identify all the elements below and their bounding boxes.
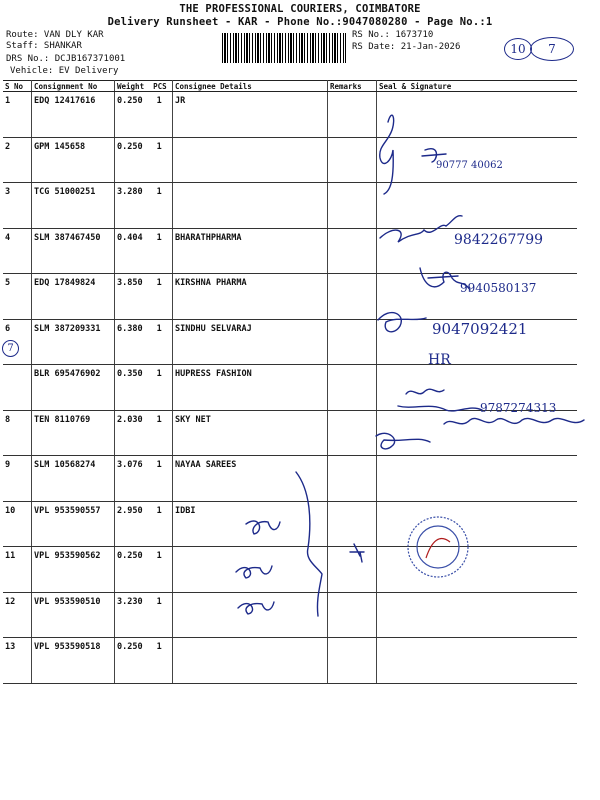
row-weight-pcs — [115, 319, 173, 365]
row-consignment-no: SLM 387209331 — [32, 319, 115, 365]
row-consignee — [173, 183, 328, 229]
col-remarks: Remarks — [328, 81, 377, 92]
row-weight: 0.250 — [117, 551, 143, 561]
row-consignment-no: BLR 695476902 — [32, 365, 115, 411]
row-sno: 6 — [3, 319, 32, 365]
row-weight-pcs — [115, 228, 173, 274]
row-weight: 2.030 — [117, 414, 143, 425]
row-remarks — [328, 228, 377, 274]
row-sno: 9 — [3, 456, 32, 502]
handwritten-circled-number: 10 — [504, 38, 532, 60]
row-remarks — [328, 319, 377, 365]
row-sno: 3 — [3, 183, 32, 229]
row-consignment-no: EDQ 17849824 — [32, 274, 115, 320]
row-signature — [377, 92, 578, 138]
row-weight-pcs — [115, 92, 173, 138]
row-consignee: JR — [173, 92, 328, 138]
runsheet-subtitle: Delivery Runsheet - KAR - Phone No.:9047080280 - Page No.:1 — [107, 16, 493, 28]
row-pcs: 1 — [156, 232, 162, 243]
row-weight-pcs — [115, 638, 173, 684]
row-remarks — [328, 365, 377, 411]
row-sno: 13 — [3, 638, 32, 684]
row-sno: 8 — [3, 410, 32, 456]
col-sno: S No — [3, 81, 32, 92]
row-signature — [377, 547, 578, 593]
row-weight: 3.850 — [117, 278, 143, 288]
row-consignee — [173, 137, 328, 183]
signature-phone-r6: 9047092421 — [432, 320, 528, 338]
row-consignment-no: VPL 953590510 — [32, 592, 115, 638]
row-weight: 3.230 — [117, 596, 143, 607]
signature-phone-r5: 9940580137 — [460, 281, 537, 295]
row-remarks — [328, 410, 377, 456]
row-weight: 0.250 — [117, 141, 143, 152]
row-remarks — [328, 638, 377, 684]
row-weight-pcs — [115, 365, 173, 411]
table-row — [3, 228, 577, 274]
row-remarks — [328, 183, 377, 229]
row-consignee: KIRSHNA PHARMA — [173, 274, 328, 320]
row-signature — [377, 638, 578, 684]
row-signature — [377, 365, 578, 411]
table-row — [3, 183, 577, 229]
row-consignment-no: TCG 51000251 — [32, 183, 115, 229]
row-weight-pcs — [115, 501, 173, 547]
row-weight: 0.404 — [117, 232, 143, 243]
row-weight-pcs — [115, 137, 173, 183]
table-row — [3, 592, 577, 638]
row-weight: 0.350 — [117, 369, 143, 379]
row-weight: 6.380 — [117, 323, 143, 334]
table-row — [3, 365, 577, 411]
row-consignee: NAYAA SAREES — [173, 456, 328, 502]
table-row — [3, 410, 577, 456]
row-sno: 10 — [3, 501, 32, 547]
row-remarks — [328, 92, 377, 138]
row-weight-pcs — [115, 183, 173, 229]
row-signature — [377, 410, 578, 456]
row-sno: 11 — [3, 547, 32, 593]
row-signature — [377, 228, 578, 274]
vehicle-label: Vehicle: EV Delivery — [10, 66, 119, 76]
runsheet-table — [3, 80, 577, 684]
row-pcs: 1 — [156, 414, 162, 425]
row-sno: 5 — [3, 274, 32, 320]
row-weight: 0.250 — [117, 96, 143, 106]
row-weight: 2.950 — [117, 505, 143, 516]
row-consignee: IDBI — [173, 501, 328, 547]
row-sno: 12 — [3, 592, 32, 638]
row-remarks — [328, 456, 377, 502]
staff-label: Staff: SHANKAR — [6, 41, 82, 51]
route-label: Route: VAN DLY KAR — [6, 30, 104, 40]
row-remarks — [328, 137, 377, 183]
col-signature: Seal & Signature — [377, 81, 578, 92]
row-sno: 2 — [3, 137, 32, 183]
drs-number: DRS No.: DCJB167371001 — [6, 54, 126, 64]
row-weight: 0.250 — [117, 642, 143, 652]
row-pcs: 1 — [156, 141, 162, 152]
row-weight-pcs — [115, 456, 173, 502]
row-consignee — [173, 638, 328, 684]
row-consignee: HUPRESS FASHION — [173, 365, 328, 411]
row-signature — [377, 319, 578, 365]
row-sno — [3, 365, 32, 411]
row-consignee: SKY NET — [173, 410, 328, 456]
row-remarks — [328, 501, 377, 547]
row-signature — [377, 592, 578, 638]
row-signature — [377, 137, 578, 183]
row-consignment-no: SLM 387467450 — [32, 228, 115, 274]
row-pcs: 1 — [156, 323, 162, 334]
rs-number: RS No.: 1673710 — [352, 30, 434, 40]
table-header-row — [3, 81, 577, 92]
row-sno: 4 — [3, 228, 32, 274]
row-consignment-no: TEN 8110769 — [32, 410, 115, 456]
row-sno: 1 — [3, 92, 32, 138]
row-weight: 3.076 — [117, 460, 143, 470]
row-signature — [377, 274, 578, 320]
row-consignment-no: GPM 145658 — [32, 137, 115, 183]
signature-phone-r4: 9842267799 — [454, 232, 544, 248]
row-pcs: 1 — [156, 369, 162, 379]
table-row — [3, 547, 577, 593]
row-pcs: 1 — [156, 642, 162, 652]
row-consignee — [173, 547, 328, 593]
company-title: THE PROFESSIONAL COURIERS, COIMBATORE — [179, 3, 421, 15]
table-row — [3, 92, 577, 138]
row-remarks — [328, 592, 377, 638]
col-consignee: Consignee Details — [173, 81, 328, 92]
row-pcs: 1 — [156, 460, 162, 470]
signature-phone-r8: 9787274313 — [480, 401, 557, 415]
row-pcs: 1 — [156, 551, 162, 561]
row-signature — [377, 456, 578, 502]
table-row — [3, 456, 577, 502]
barcode-image — [222, 33, 346, 63]
table-row — [3, 638, 577, 684]
row-weight-pcs — [115, 410, 173, 456]
handwritten-circled-number: 7 — [530, 37, 574, 61]
row-pcs: 1 — [156, 278, 162, 288]
row-consignment-no: VPL 953590557 — [32, 501, 115, 547]
signature-phone-r2: 90777 40062 — [436, 160, 503, 171]
row-consignment-no: VPL 953590518 — [32, 638, 115, 684]
row-weight-pcs — [115, 547, 173, 593]
row-consignment-no: VPL 953590562 — [32, 547, 115, 593]
rs-date: RS Date: 21-Jan-2026 — [352, 42, 461, 52]
row-pcs: 1 — [156, 596, 162, 607]
col-consignment: Consignment No — [32, 81, 115, 92]
row-pcs: 1 — [156, 96, 162, 106]
row-pcs: 1 — [156, 505, 162, 516]
table-row — [3, 501, 577, 547]
row-signature — [377, 183, 578, 229]
row-remarks — [328, 274, 377, 320]
row-consignee: BHARATHPHARMA — [173, 228, 328, 274]
signature-initials-r7: HR — [428, 352, 451, 368]
row-consignee: SINDHU SELVARAJ — [173, 319, 328, 365]
row-consignment-no: SLM 10568274 — [32, 456, 115, 502]
row-weight: 3.280 — [117, 187, 143, 197]
row-consignment-no: EDQ 12417616 — [32, 92, 115, 138]
col-weight-pcs: Weight PCS — [115, 81, 173, 92]
row-signature — [377, 501, 578, 547]
row-weight-pcs — [115, 592, 173, 638]
table-row — [3, 274, 577, 320]
row-pcs: 1 — [156, 187, 162, 197]
table-row — [3, 137, 577, 183]
table-row — [3, 319, 577, 365]
handwritten-circled-number: 7 — [2, 340, 19, 357]
row-remarks — [328, 547, 377, 593]
row-weight-pcs — [115, 274, 173, 320]
row-consignee — [173, 592, 328, 638]
